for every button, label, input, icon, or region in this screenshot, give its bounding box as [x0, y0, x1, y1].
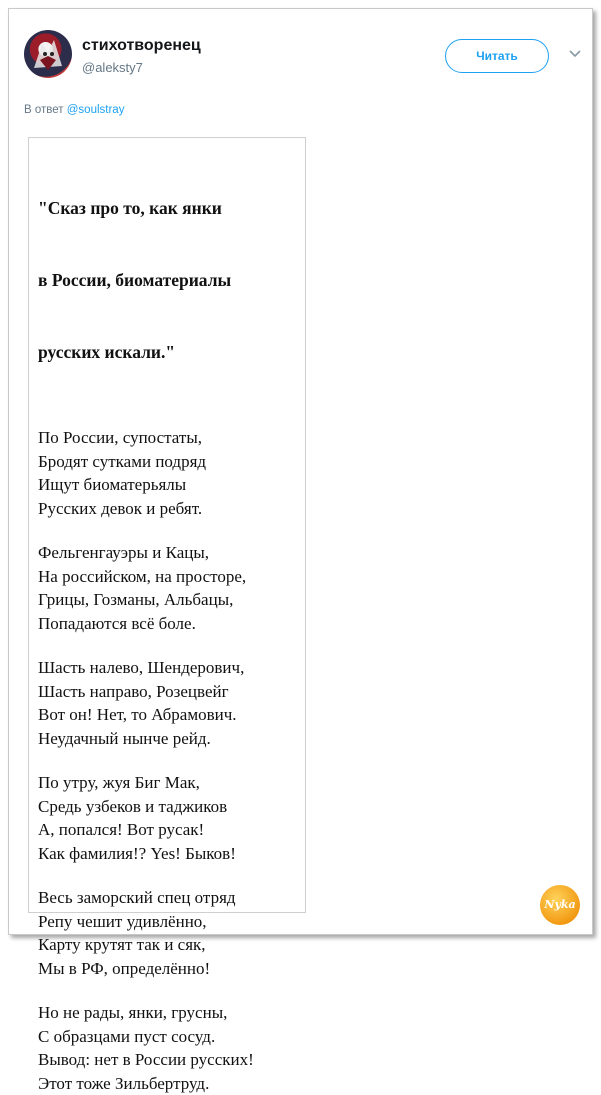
poem-title: [38, 148, 297, 412]
poem-line: Шасть направо, Розецвейг: [38, 680, 297, 704]
poem-line: С образцами пуст сосуд.: [38, 1025, 297, 1049]
poem-line: Весь заморский спец отряд: [38, 886, 297, 910]
poem-title-line: русских искали.": [38, 340, 297, 364]
poem-stanza: [38, 771, 297, 865]
user-handle[interactable]: @aleksty7: [82, 60, 143, 75]
poem-stanza: [38, 541, 297, 635]
poem-line: Вывод: нет в России русских!: [38, 1048, 297, 1072]
poem-line: Мы в РФ, определённо!: [38, 957, 297, 981]
poem-line: По утру, жуя Биг Мак,: [38, 771, 297, 795]
poem-line: Шасть налево, Шендерович,: [38, 656, 297, 680]
poem-line: Грицы, Гозманы, Альбацы,: [38, 588, 297, 612]
poem-title-line: в России, биоматериалы: [38, 268, 297, 292]
reply-mention-link[interactable]: @soulstray: [67, 104, 125, 116]
avatar-image: [24, 30, 72, 78]
poem-line: По России, супостаты,: [38, 426, 297, 450]
poem-stanza: [38, 886, 297, 980]
poem-line: Этот тоже Зильбертруд.: [38, 1072, 297, 1095]
poem-line: Репу чешит удивлённо,: [38, 910, 297, 934]
poem-line: На российском, на просторе,: [38, 565, 297, 589]
poem-title-line: "Сказ про то, как янки: [38, 196, 297, 220]
poem-stanza: [38, 656, 297, 750]
poem-line: Бродят сутками подряд: [38, 450, 297, 474]
chevron-down-icon[interactable]: [568, 49, 582, 59]
reply-prefix: В ответ: [24, 104, 64, 116]
poem-line: Вот он! Нет, то Абрамович.: [38, 703, 297, 727]
reply-context: [24, 104, 124, 116]
poem-line: А, попался! Вот русак!: [38, 818, 297, 842]
poem-line: Как фамилия!? Yes! Быков!: [38, 842, 297, 866]
avatar[interactable]: [24, 30, 72, 78]
watermark-logo: Nyka: [540, 885, 580, 925]
poem-line: Русских девок и ребят.: [38, 497, 297, 521]
poem-line: Фельгенгауэры и Кацы,: [38, 541, 297, 565]
poem-stanza: [38, 1001, 297, 1095]
poem-line: Карту крутят так и сяк,: [38, 933, 297, 957]
poem-line: Ищут биоматерьялы: [38, 473, 297, 497]
poem-line: Средь узбеков и таджиков: [38, 795, 297, 819]
display-name[interactable]: стихотворенец: [82, 37, 201, 55]
poem-image: [28, 137, 306, 913]
follow-button[interactable]: Читать: [445, 39, 549, 73]
poem-line: Неудачный нынче рейд.: [38, 727, 297, 751]
poem-line: Попадаются всё боле.: [38, 612, 297, 636]
poem-line: Но не рады, янки, грусны,: [38, 1001, 297, 1025]
poem-stanza: [38, 426, 297, 520]
